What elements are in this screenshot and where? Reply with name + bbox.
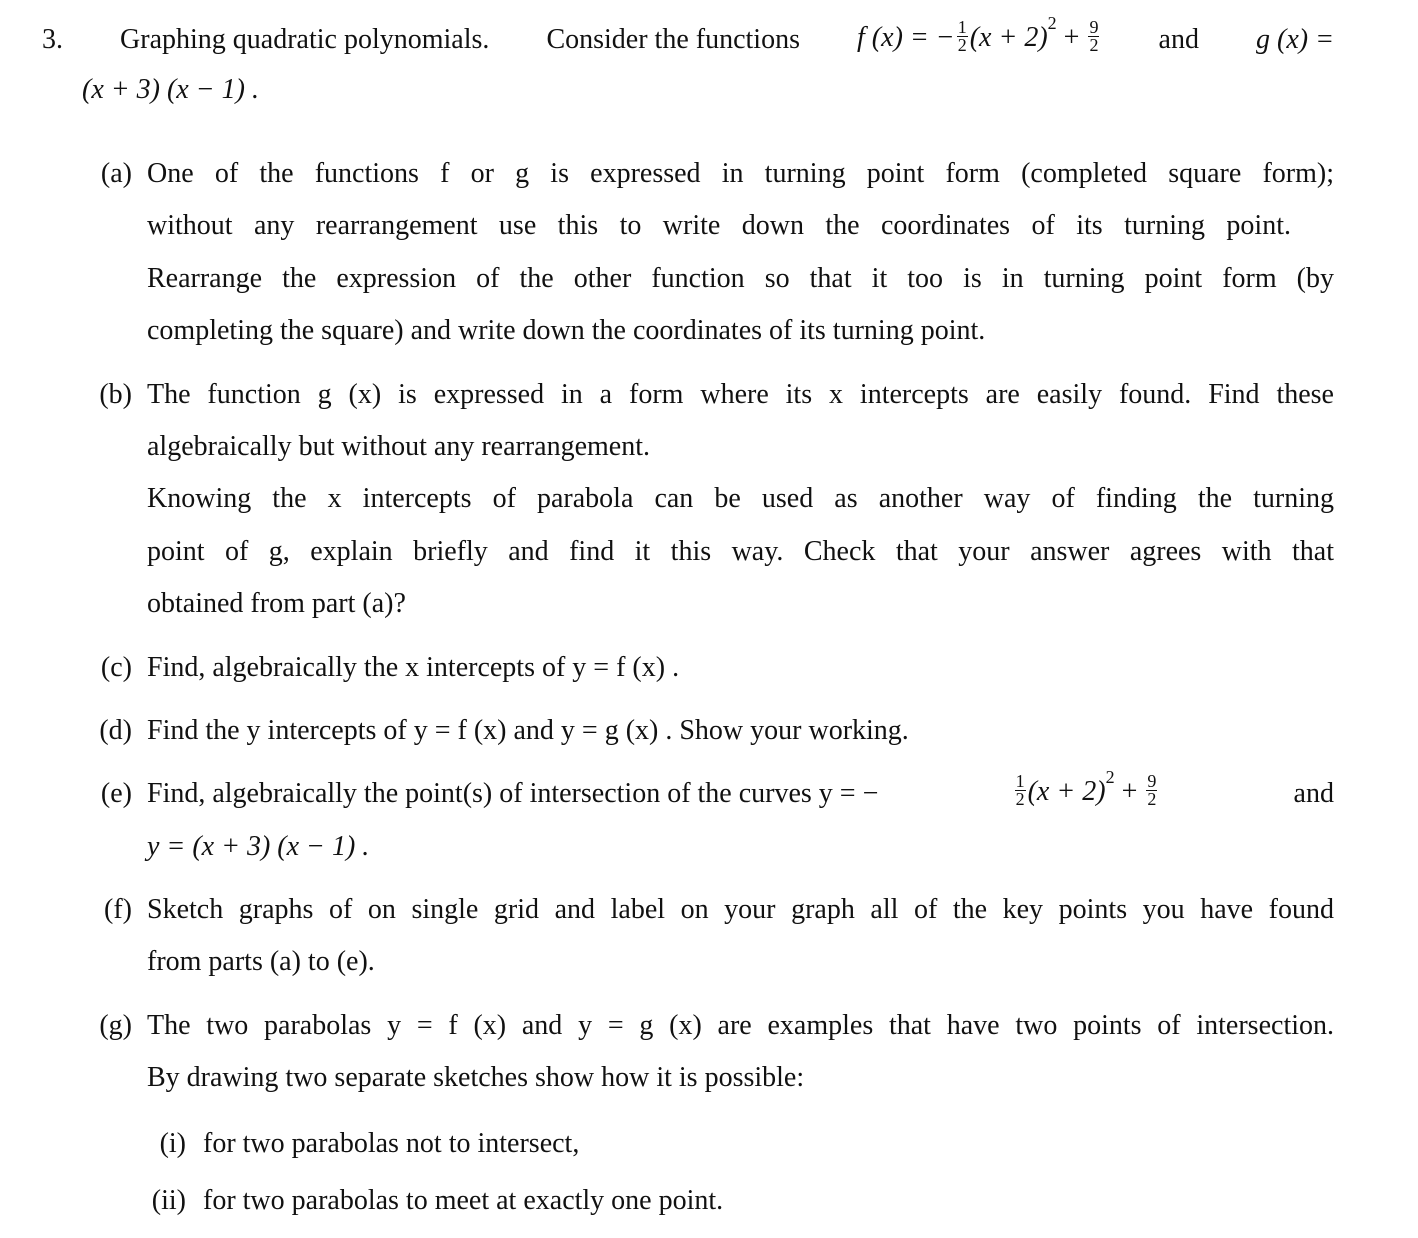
part-a-line-1: One of the functions f or g is expressed in turning point form (completed square form); — [147, 158, 1334, 189]
part-a-label: (a) — [100, 158, 132, 189]
g-definition-end: (x + 3) (x − 1) . — [82, 74, 259, 105]
fraction: $\frac{9}{2}$ — [1147, 771, 1157, 809]
part-g-line-2: By drawing two separate sketches show how it is possible: — [147, 1062, 805, 1093]
fraction: $\frac{1}{2}$ — [1015, 771, 1025, 809]
part-c-label: (c) — [100, 652, 132, 683]
part-b-line-5: obtained from part (a)? — [147, 588, 406, 619]
part-e-label: (e) — [100, 778, 132, 809]
part-f-line-1: Sketch graphs of on single grid and label on your graph all of the key points you have found — [147, 894, 1334, 925]
part-b-label: (b) — [99, 379, 132, 410]
subpart-i-label: (i) — [159, 1128, 186, 1159]
part-f-line-2: from parts (a) to (e). — [147, 946, 375, 977]
part-e-and: and — [1293, 777, 1334, 809]
and-word: and — [1158, 23, 1199, 55]
subpart-ii-label: (ii) — [151, 1185, 186, 1216]
fraction: $\frac{1}{2}$ — [957, 17, 967, 55]
f-definition: f (x) = − $\frac{1}{2}$ $(x + 2)^2$ + $\frac{9}{2}$ — [857, 13, 1099, 55]
part-e-expression: $\frac{1}{2}$ $(x + 2)^2$ + $\frac{9}{2}$ — [1015, 767, 1157, 809]
part-d-label: (d) — [99, 715, 132, 746]
part-f-label: (f) — [104, 894, 132, 925]
part-e-line-2: y = (x + 3) (x − 1) . — [147, 831, 370, 862]
part-b-line-2: algebraically but without any rearrangement. — [147, 431, 651, 462]
problem-title: Graphing quadratic polynomials. — [120, 23, 490, 55]
part-a-line-2: without any rearrangement use this to write down the coordinates of its turning point. — [147, 210, 1291, 241]
part-d-line-1: Find the y intercepts of y = f (x) and y = g (x) . Show your working. — [147, 715, 909, 746]
part-b-line-1: The function g (x) is expressed in a form where its x intercepts are easily found. Find these — [147, 379, 1334, 410]
problem-heading-line — [42, 13, 1334, 57]
problem-intro: Consider the functions — [546, 23, 800, 55]
problem-number: 3. — [42, 23, 63, 55]
part-a-line-3: Rearrange the expression of the other function so that it too is in turning point form (by — [147, 263, 1334, 294]
part-b-line-4: point of g, explain briefly and find it this way. Check that your answer agrees with that — [147, 536, 1334, 567]
subpart-ii-text: for two parabolas to meet at exactly one point. — [203, 1185, 724, 1216]
g-definition-start: g (x) = — [1256, 23, 1334, 55]
part-c-line-1: Find, algebraically the x intercepts of y = f (x) . — [147, 652, 680, 683]
part-g-label: (g) — [99, 1010, 132, 1041]
subpart-i-text: for two parabolas not to intersect, — [203, 1128, 580, 1159]
part-g-line-1: The two parabolas y = f (x) and y = g (x) are examples that have two points of intersection. — [147, 1010, 1334, 1041]
part-e-line-1 — [147, 767, 1334, 811]
part-e-text-start: Find, algebraically the point(s) of intersection of the curves y = − — [147, 777, 879, 809]
fraction: $\frac{9}{2}$ — [1089, 17, 1099, 55]
part-b-line-3: Knowing the x intercepts of parabola can be used as another way of finding the turning — [147, 483, 1334, 514]
part-a-line-4: completing the square) and write down the coordinates of its turning point. — [147, 315, 986, 346]
